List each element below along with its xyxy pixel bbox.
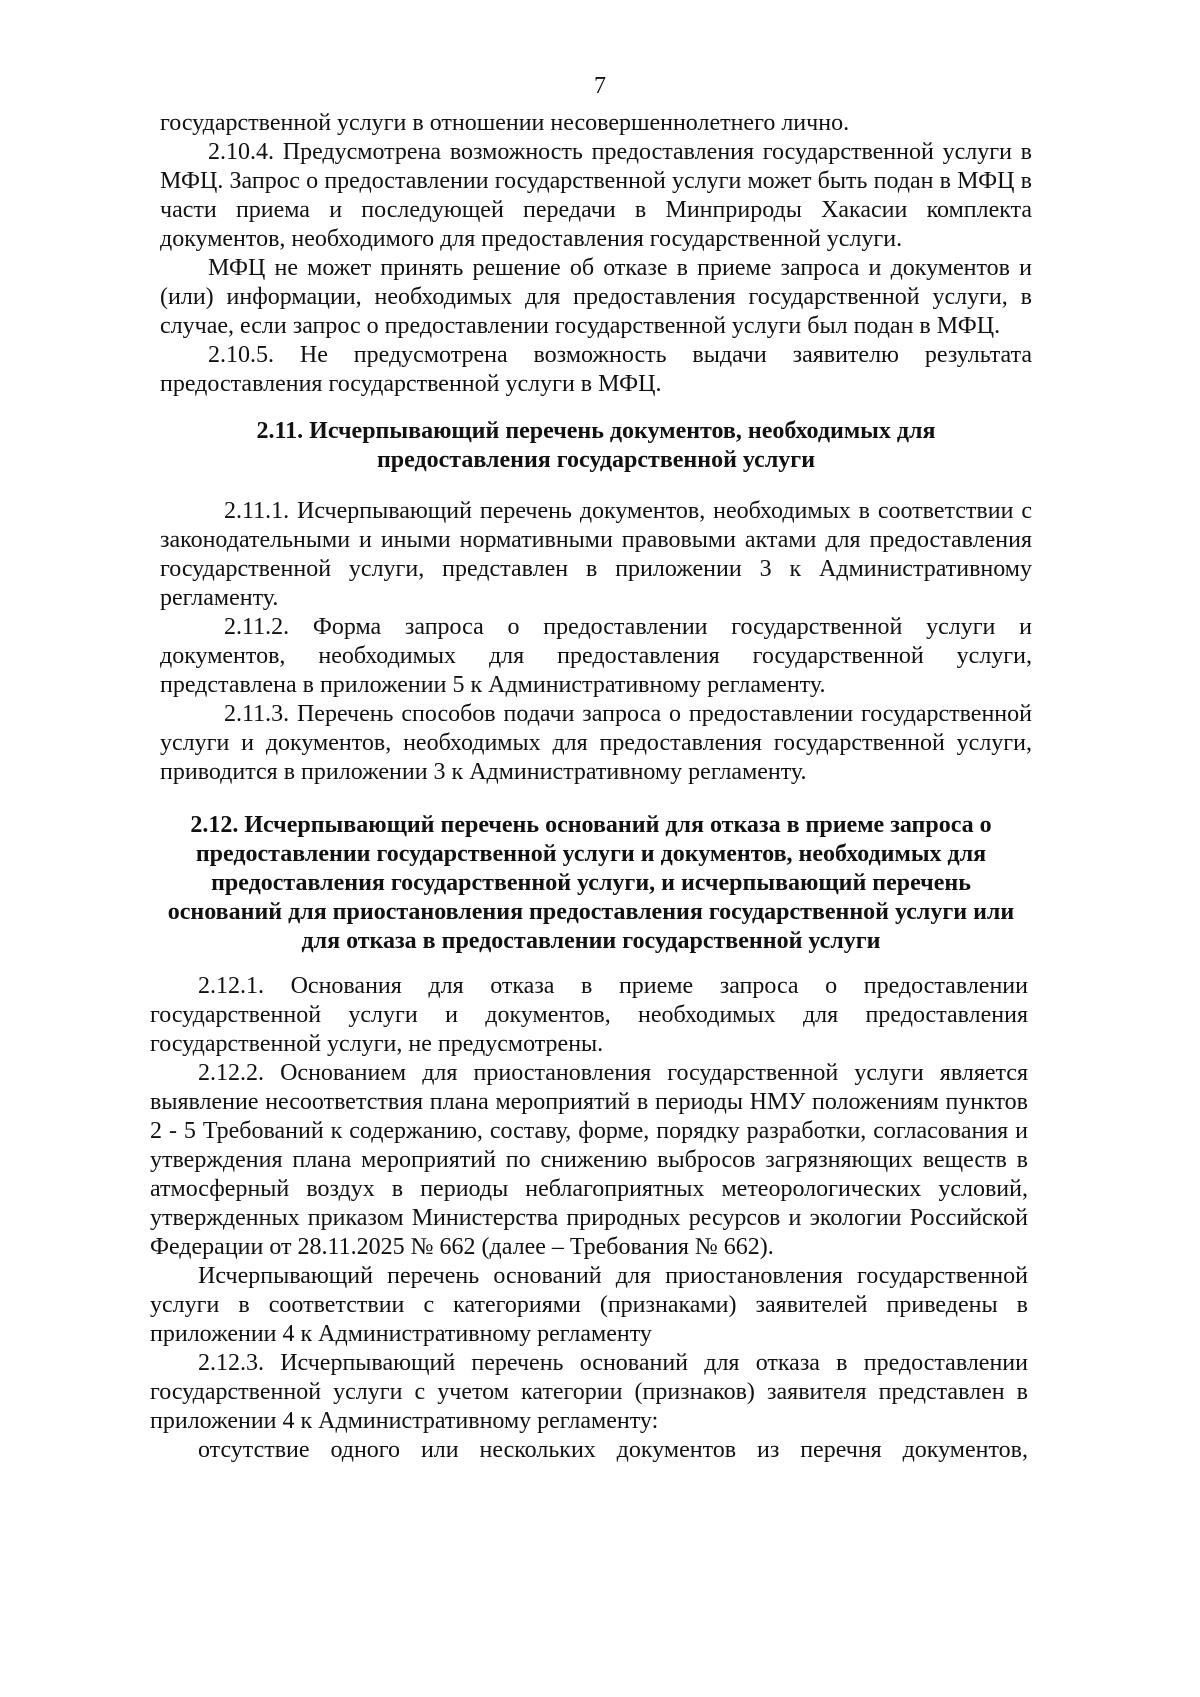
section-heading-2-12-wrapper xyxy=(150,811,1032,956)
page-number: 7 xyxy=(594,73,606,99)
section-heading-2-11-wrapper xyxy=(160,417,1032,475)
paragraph-mfc-refusal: МФЦ не может принять решение об отказе в приеме запроса и документов и (или) информации, необходимых для предоставления государственной услуги, в случае, если запрос о предоставлении государственной услуги был подан в МФЦ. xyxy=(160,255,1032,339)
paragraph-continuation: государственной услуги в отношении несовершеннолетнего лично. xyxy=(160,110,850,136)
paragraph-2-10-5: 2.10.5. Не предусмотрена возможность выдачи заявителю результата предоставления государственной услуги в МФЦ. xyxy=(160,342,1032,397)
paragraph-2-11-2: 2.11.2. Форма запроса о предоставлении государственной услуги и документов, необходимых для предоставления государственной услуги, представлена в приложении 5 к Административному регламенту. xyxy=(160,614,1032,698)
paragraph-missing-documents: отсутствие одного или нескольких документов из перечня документов, xyxy=(198,1437,1028,1463)
paragraph-2-11-3: 2.11.3. Перечень способов подачи запроса о предоставлении государственной услуги и документов, необходимых для предоставления государственной услуги, приводится в приложении 3 к Административному регламенту. xyxy=(160,701,1032,785)
paragraph-suspension-list: Исчерпывающий перечень оснований для приостановления государственной услуги в соответствии с категориями (признаками) заявителей приведены в приложении 4 к Административному регламенту xyxy=(150,1263,1028,1347)
section-2-11-body xyxy=(160,497,1032,787)
paragraph-2-10-4: 2.10.4. Предусмотрена возможность предоставления государственной услуги в МФЦ. Запрос о предоставлении государственной услуги может быть подан в МФЦ в части приема и последующей передачи в Минприроды Хакасии комплекта документов, необходимого для предоставления государственной услуги. xyxy=(160,139,1032,252)
section-heading-2-12: 2.12. Исчерпывающий перечень оснований для отказа в приеме запроса о предоставлении государственной услуги и документов, необходимых для предоставления государственной услуги, и исчерпывающий перечень оснований для приостановления предоставления государственной услуги или для отказа в предоставлении государственной услуги xyxy=(167,812,1015,954)
paragraph-2-12-1: 2.12.1. Основания для отказа в приеме запроса о предоставлении государственной услуги и документов, необходимых для предоставления государственной услуги, не предусмотрены. xyxy=(150,973,1028,1057)
paragraph-2-11-1: 2.11.1. Исчерпывающий перечень документов, необходимых в соответствии с законодательными и иными нормативными правовыми актами для предоставления государственной услуги, представлен в приложении 3 к Административному регламенту. xyxy=(160,498,1032,611)
section-heading-2-11: 2.11. Исчерпывающий перечень документов, необходимых для предоставления государственной услуги xyxy=(256,418,936,473)
section-2-10-continuation xyxy=(160,109,1032,399)
paragraph-2-12-2: 2.12.2. Основанием для приостановления государственной услуги является выявление несоответствия плана мероприятий в периоды НМУ положениям пунктов 2 - 5 Требований к содержанию, составу, форме, порядку разработки, согласования и утверждения плана мероприятий по снижению выбросов загрязняющих веществ в атмосферный воздух в периоды неблагоприятных метеорологических условий, утвержденных приказом Министерства природных ресурсов и экологии Российской Федерации от 28.11.2025 № 662 (далее – Требования № 662). xyxy=(150,1060,1028,1260)
paragraph-2-12-3: 2.12.3. Исчерпывающий перечень оснований для отказа в предоставлении государственной услуги с учетом категории (признаков) заявителя представлен в приложении 4 к Административному регламенту: xyxy=(150,1350,1028,1434)
section-2-12-body xyxy=(150,972,1028,1465)
